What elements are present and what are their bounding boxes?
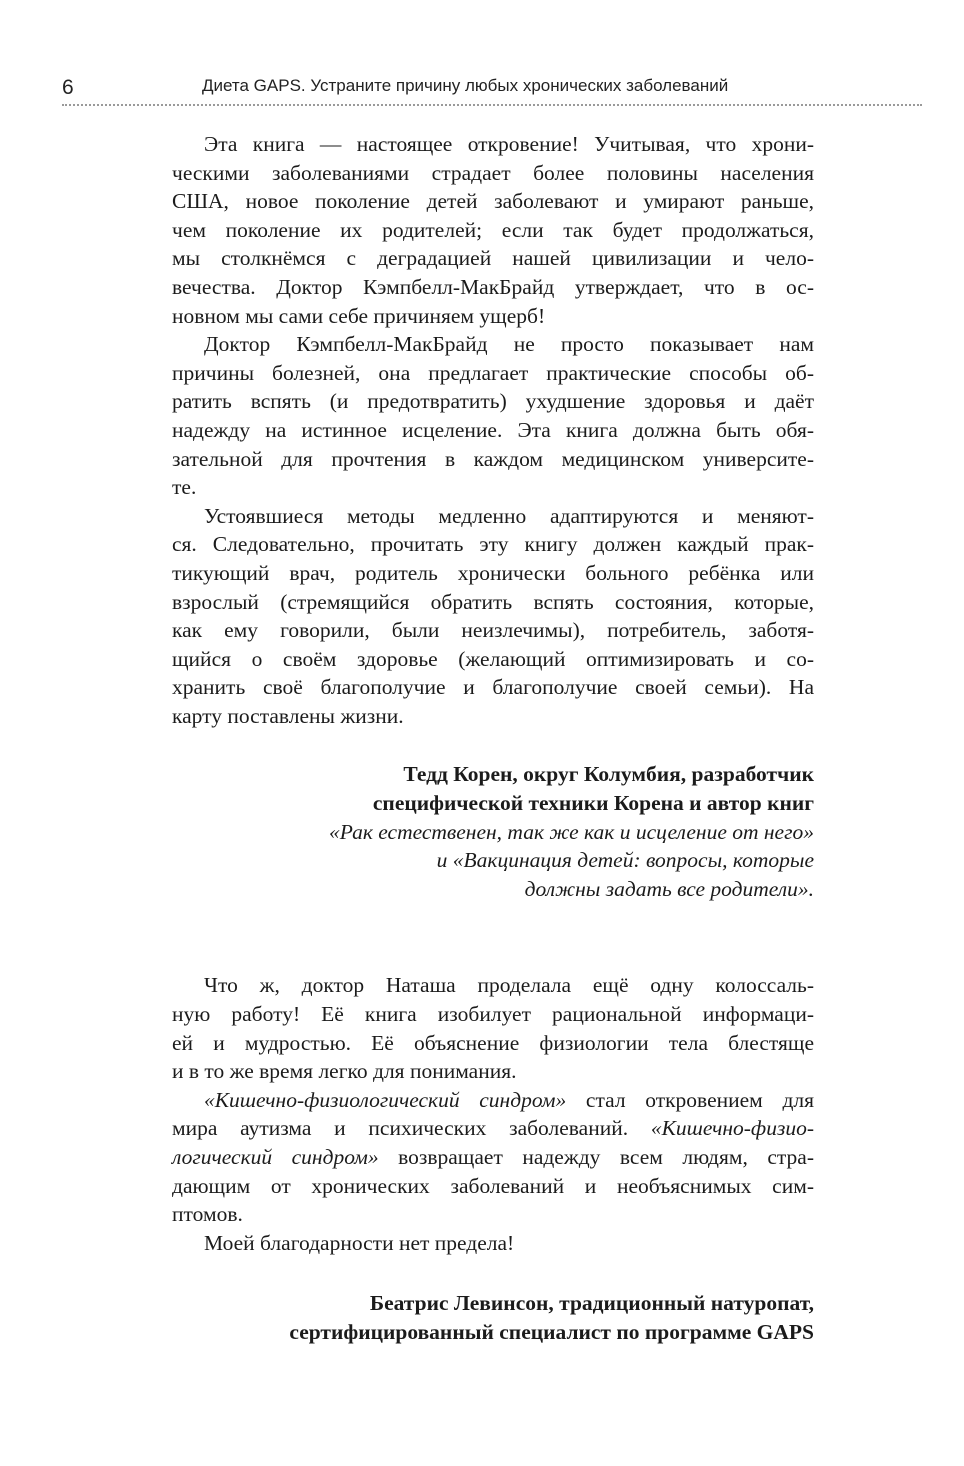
text-line: карту поставлены жизни. [172,703,404,728]
page-body [172,130,814,1347]
italic-book-title: логический синдром» [172,1145,379,1169]
text-line: чем поколение их родителей; если так будет продолжаться, [172,217,814,242]
text-line: ческими заболеваниями страдает более половины населения [172,160,814,185]
italic-book-title: «Кишечно-физиологический синдром» [204,1087,567,1112]
signature-author-role: сертифицированный специалист по программе GAPS [289,1319,814,1344]
review-2-signature [172,1289,814,1346]
text-line: взрослый (стремящийся обратить вспять состояния, которые, [172,589,814,614]
text-line: дающим от хронических заболеваний и необъяснимых сим- [172,1173,814,1198]
page-header [62,72,922,104]
signature-author-role: специфической техники Корена и автор книг [372,791,814,816]
text-line [172,1114,814,1143]
review-1-paragraph-2 [172,330,814,502]
review-1 [172,130,814,903]
text-line: тикующий врач, родитель хронически больного ребёнка или [172,560,814,585]
italic-book-title: «Кишечно-физио- [650,1116,814,1141]
signature-book-title: и «Вакцинация детей: вопросы, которые [436,848,814,873]
signature-author: Беатрис Левинсон, традиционный натуропат, [369,1291,814,1316]
review-2-paragraph-2 [172,1086,814,1229]
text-line: зательной для прочтения в каждом медицинском университе- [172,446,814,471]
text-line: птомов. [172,1202,243,1227]
text-line: причины болезней, она предлагает практические способы об- [172,360,814,385]
text-line: Устоявшиеся методы медленно адаптируются и меняют- [204,503,814,528]
review-1-paragraph-1 [172,130,814,330]
text-line: Эта книга — настоящее откровение! Учитывая, что хрони- [204,132,814,156]
signature-book-title: «Рак естественен, так же как и исцеление от него» [329,819,814,844]
text-line: США, новое поколение детей заболевают и умирают раньше, [172,189,814,214]
text-line: ей и мудростью. Её объяснение физиологии тела блестяще [172,1030,814,1055]
text-line: те. [172,475,197,500]
text-line: Моей благодарности нет предела! [204,1230,515,1255]
text-line: Что ж, доктор Наташа проделала ещё одну колоссаль- [204,973,814,998]
review-1-signature [172,760,814,903]
text-span: мира аутизма и психических заболеваний. [172,1116,651,1141]
text-line: щийся о своём здоровье (желающий оптимизировать и со- [172,646,814,671]
text-span: стал откровением для [566,1087,815,1112]
review-2-paragraph-3 [172,1229,814,1258]
review-2 [172,971,814,1346]
text-line: надежду на истинное исцеление. Эта книга должна быть обя- [172,417,814,442]
header-divider [62,104,922,106]
text-line [172,1086,814,1115]
review-2-paragraph-1 [172,971,814,1085]
text-line [172,1143,814,1172]
signature-book-title: должны задать все родители». [524,876,814,901]
text-line: ную работу! Её книга изобилует рациональной информаци- [172,1002,814,1027]
running-title: Диета GAPS. Устраните причину любых хронических заболеваний [202,76,729,95]
text-line: как ему говорили, были неизлечимы), потребитель, заботя- [172,618,814,643]
text-span: возвращает надежду всем людям, стра- [378,1145,814,1169]
text-line: новном мы сами себе причиняем ущерб! [172,303,546,328]
text-line: ратить вспять (и предотвратить) ухудшение здоровья и даёт [172,389,814,414]
text-line: мы столкнёмся с деградацией нашей цивилизации и чело- [172,246,814,271]
text-line: хранить своё благополучие и благополучие своей семьи). На [172,675,814,700]
review-1-paragraph-3 [172,502,814,731]
page-number: 6 [62,76,74,99]
text-line: Доктор Кэмпбелл-МакБрайд не просто показывает нам [204,332,814,357]
text-line: ся. Следовательно, прочитать эту книгу должен каждый прак- [172,532,814,557]
signature-author: Тедд Корен, округ Колумбия, разработчик [403,762,814,787]
text-line: и в то же время легко для понимания. [172,1059,517,1084]
text-line: вечества. Доктор Кэмпбелл-МакБрайд утверждает, что в ос- [172,274,814,299]
